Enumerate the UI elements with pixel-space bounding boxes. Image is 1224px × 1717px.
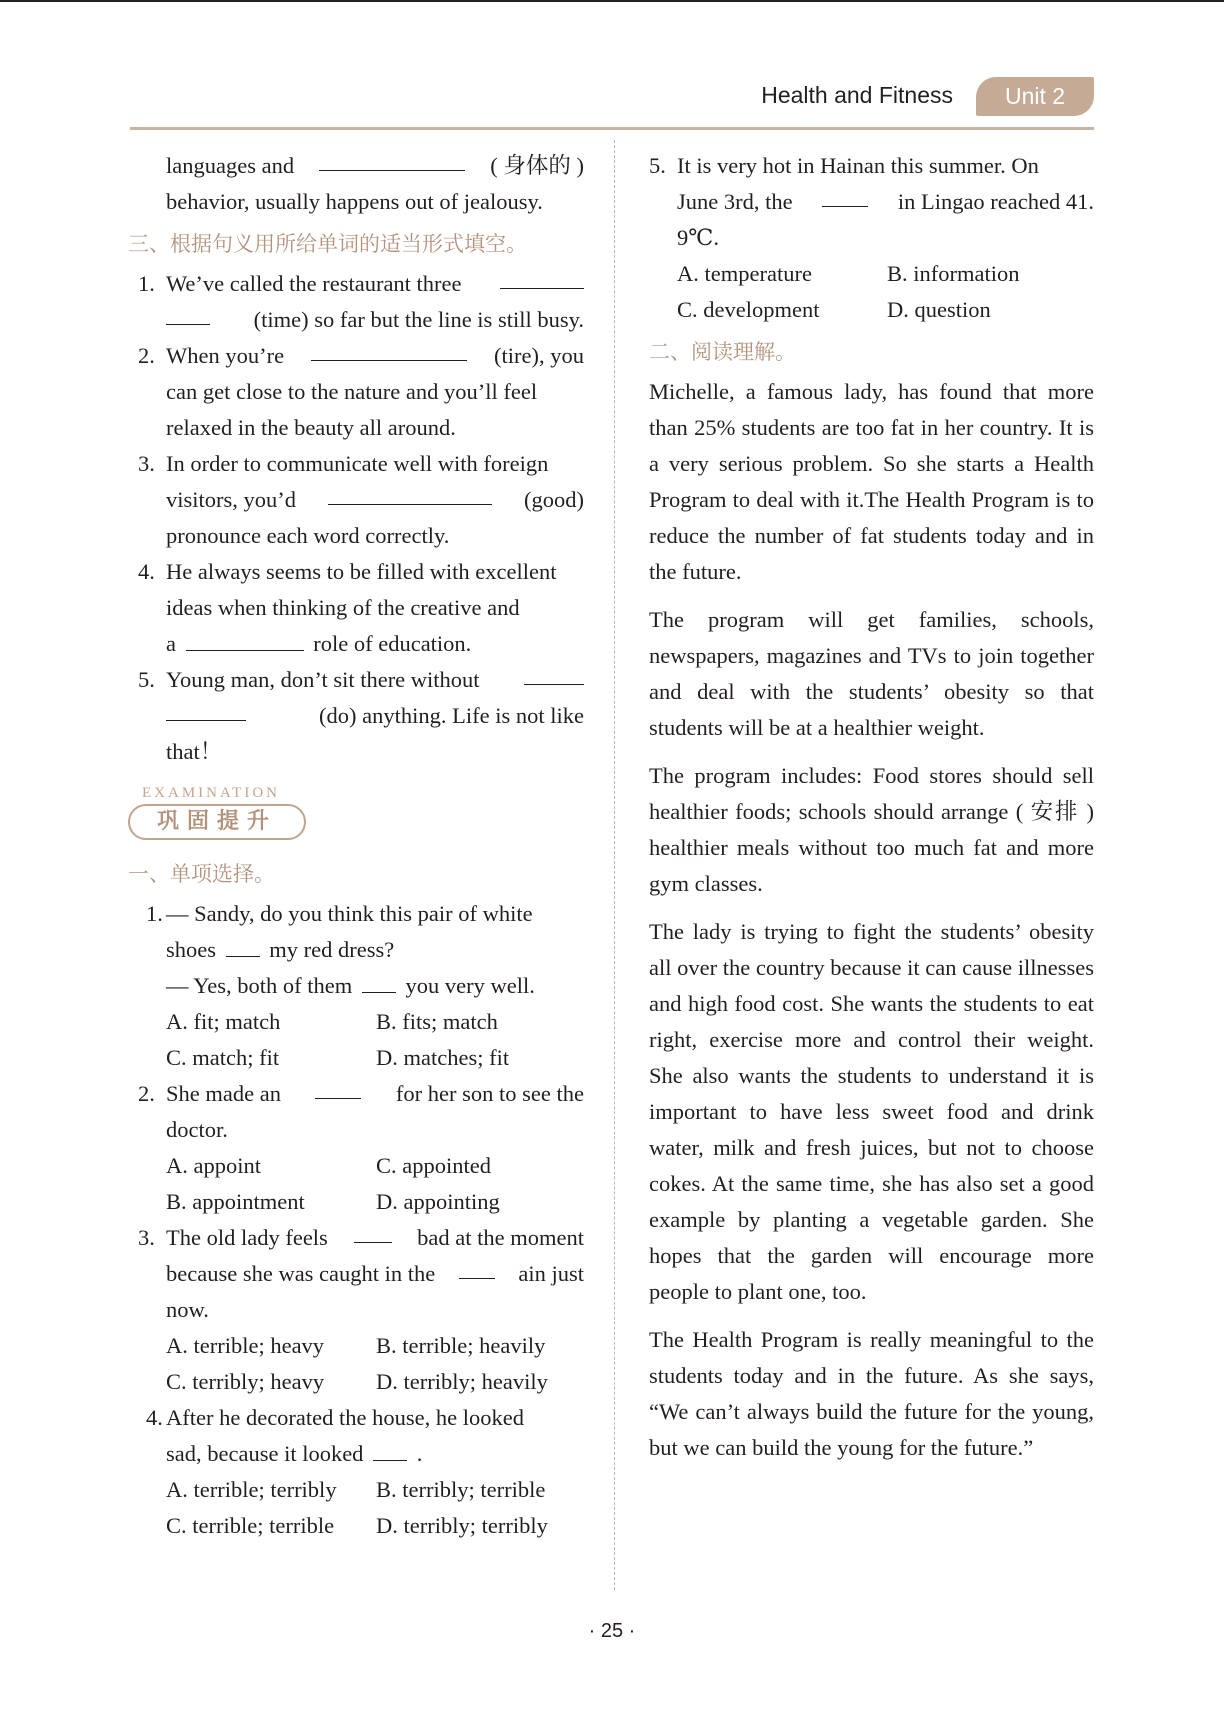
mc-4-options-row-1 — [138, 1472, 584, 1508]
option-a[interactable]: A. terrible; terribly — [166, 1477, 337, 1502]
header-rule — [130, 127, 1094, 130]
answer-blank[interactable] — [354, 1220, 392, 1243]
mc-5-options-row-1 — [649, 256, 1094, 292]
mc-1-options-row-2 — [138, 1040, 584, 1076]
reading-paragraph-4: The lady is trying to fight the students’ obesity all over the country because it can cause illnesses and high food cost. She wants the students to eat right, exercise more and control their weight. She also wants the students to understand it is important to have less sweet food and drink water, milk and fresh juices, but not to choose cokes. At the same time, she has also set a good example by planting a vegetable garden. She hopes that the garden will encourage more people to plant one, too. — [649, 919, 1094, 1304]
answer-blank[interactable] — [822, 184, 868, 207]
examination-label-en: EXAMINATION — [142, 785, 280, 801]
header-title: Health and Fitness — [761, 82, 953, 108]
answer-blank[interactable] — [362, 970, 396, 993]
mc-question-2: 2. She made an for her son to see the — [138, 1076, 584, 1112]
answer-blank[interactable] — [328, 482, 492, 505]
mc-4-options-row-2 — [138, 1508, 584, 1544]
reading-paragraph-2: The program will get families, schools, newspapers, magazines and TVs to join together and deal with the students’ obesity so that students will be at a healthier weight. — [649, 607, 1094, 740]
right-column — [649, 148, 1094, 1478]
option-d[interactable]: D. appointing — [376, 1189, 500, 1214]
section-title-fill: 三、根据句义用所给单词的适当形式填空。 — [128, 232, 527, 256]
examination-badge — [128, 784, 584, 854]
mc-2-options-row-1 — [138, 1148, 584, 1184]
answer-blank[interactable] — [166, 302, 210, 325]
option-a[interactable]: A. temperature — [677, 261, 812, 286]
intro-line-2: behavior, usually happens out of jealousy. — [166, 189, 543, 214]
option-b[interactable]: B. fits; match — [376, 1009, 498, 1034]
option-d[interactable]: D. matches; fit — [376, 1045, 510, 1070]
fill-question-5-line-3: that！ — [166, 739, 223, 764]
option-a[interactable]: A. terrible; heavy — [166, 1333, 325, 1358]
section-title-mc: 一、单项选择。 — [128, 862, 275, 886]
mc-question-5: 5. It is very hot in Hainan this summer. On — [649, 153, 1039, 178]
option-b[interactable]: B. terrible; heavily — [376, 1333, 546, 1358]
mc-question-4: 4. After he decorated the house, he looked — [146, 1405, 524, 1430]
reading-paragraph-5: The Health Program is really meaningful to the students today and in the future. As she says, “We can’t always build the future for the young, but we can build the young for the future.” — [649, 1327, 1094, 1460]
mc-question-3: 3. The old lady feels bad at the moment — [138, 1220, 584, 1256]
fill-question-3-line-3: pronounce each word correctly. — [166, 523, 450, 548]
option-c[interactable]: C. match; fit — [166, 1045, 280, 1070]
fill-question-5-line-2: (do) anything. Life is not like — [138, 698, 584, 734]
mc-3-options-row-1 — [138, 1328, 584, 1364]
left-column — [128, 148, 584, 1544]
option-c[interactable]: C. development — [677, 297, 820, 322]
examination-label-cn: 巩固提升 — [128, 804, 306, 840]
unit-badge: Unit 2 — [976, 77, 1094, 116]
answer-blank[interactable] — [226, 934, 260, 957]
mc-question-1-line-2: shoes my red dress? — [138, 932, 584, 968]
answer-blank[interactable] — [315, 1076, 361, 1099]
mc-question-1: 1. — Sandy, do you think this pair of white — [146, 901, 533, 926]
reading-paragraph-1: Michelle, a famous lady, has found that more than 25% students are too fat in her country. It is a very serious problem. So she starts a Health Program to deal with it.The Health Program is to reduce the number of fat students today and in the future. — [649, 379, 1094, 584]
fill-question-3-line-2: visitors, you’d (good) — [138, 482, 584, 518]
answer-blank[interactable] — [373, 1438, 407, 1461]
column-divider — [614, 140, 615, 1590]
fill-question-1-line-2: (time) so far but the line is still busy. — [138, 302, 584, 338]
answer-blank[interactable] — [166, 698, 246, 721]
reading-paragraph-3: The program includes: Food stores should sell healthier foods; schools should arrange ( 安排 ) healthier meals without too much fat and more gym classes. — [649, 763, 1094, 896]
top-border — [0, 0, 1224, 2]
option-b[interactable]: B. appointment — [166, 1189, 305, 1214]
fill-question-1: 1. We’ve called the restaurant three — [138, 266, 584, 302]
mc-question-5-line-2: June 3rd, the in Lingao reached 41. — [649, 184, 1094, 220]
mc-question-3-line-3: now. — [166, 1297, 209, 1322]
option-a[interactable]: A. fit; match — [166, 1009, 281, 1034]
fill-question-2-line-3: relaxed in the beauty all around. — [166, 415, 456, 440]
option-c[interactable]: C. appointed — [376, 1153, 491, 1178]
fill-question-4-line-2: ideas when thinking of the creative and — [166, 595, 520, 620]
answer-blank[interactable] — [311, 338, 467, 361]
answer-blank[interactable] — [186, 628, 304, 651]
mc-question-2-line-2: doctor. — [166, 1117, 228, 1142]
option-d[interactable]: D. terribly; terribly — [376, 1513, 548, 1538]
option-b[interactable]: B. terribly; terrible — [376, 1477, 546, 1502]
option-c[interactable]: C. terrible; terrible — [166, 1513, 335, 1538]
mc-question-5-line-3: 9℃. — [677, 225, 720, 250]
intro-line-1: languages and ( 身体的 ) — [138, 148, 584, 184]
option-a[interactable]: A. appoint — [166, 1153, 261, 1178]
mc-3-options-row-2 — [138, 1364, 584, 1400]
page-number: · 25 · — [588, 1620, 636, 1642]
mc-1-options-row-1 — [138, 1004, 584, 1040]
mc-question-3-line-2: because she was caught in the ain just — [138, 1256, 584, 1292]
mc-2-options-row-2 — [138, 1184, 584, 1220]
answer-blank[interactable] — [459, 1256, 495, 1279]
fill-question-2: 2. When you’re (tire), you — [138, 338, 584, 374]
option-c[interactable]: C. terribly; heavy — [166, 1369, 325, 1394]
fill-question-4-line-3: a role of education. — [138, 626, 584, 662]
mc-question-1-line-3: — Yes, both of them you very well. — [138, 968, 584, 1004]
section-title-reading: 二、阅读理解。 — [649, 340, 796, 364]
mc-5-options-row-2 — [649, 292, 1094, 328]
fill-question-3: 3. In order to communicate well with foreign — [138, 451, 549, 476]
fill-question-2-line-2: can get close to the nature and you’ll feel — [166, 379, 538, 404]
option-d[interactable]: D. question — [887, 297, 991, 322]
option-d[interactable]: D. terribly; heavily — [376, 1369, 548, 1394]
answer-blank[interactable] — [319, 148, 465, 171]
fill-question-4: 4. He always seems to be filled with excellent — [138, 559, 557, 584]
option-b[interactable]: B. information — [887, 261, 1020, 286]
answer-blank[interactable] — [500, 266, 584, 289]
mc-question-4-line-2: sad, because it looked . — [138, 1436, 584, 1472]
answer-blank[interactable] — [524, 662, 584, 685]
fill-question-5: 5. Young man, don’t sit there without — [138, 662, 584, 698]
